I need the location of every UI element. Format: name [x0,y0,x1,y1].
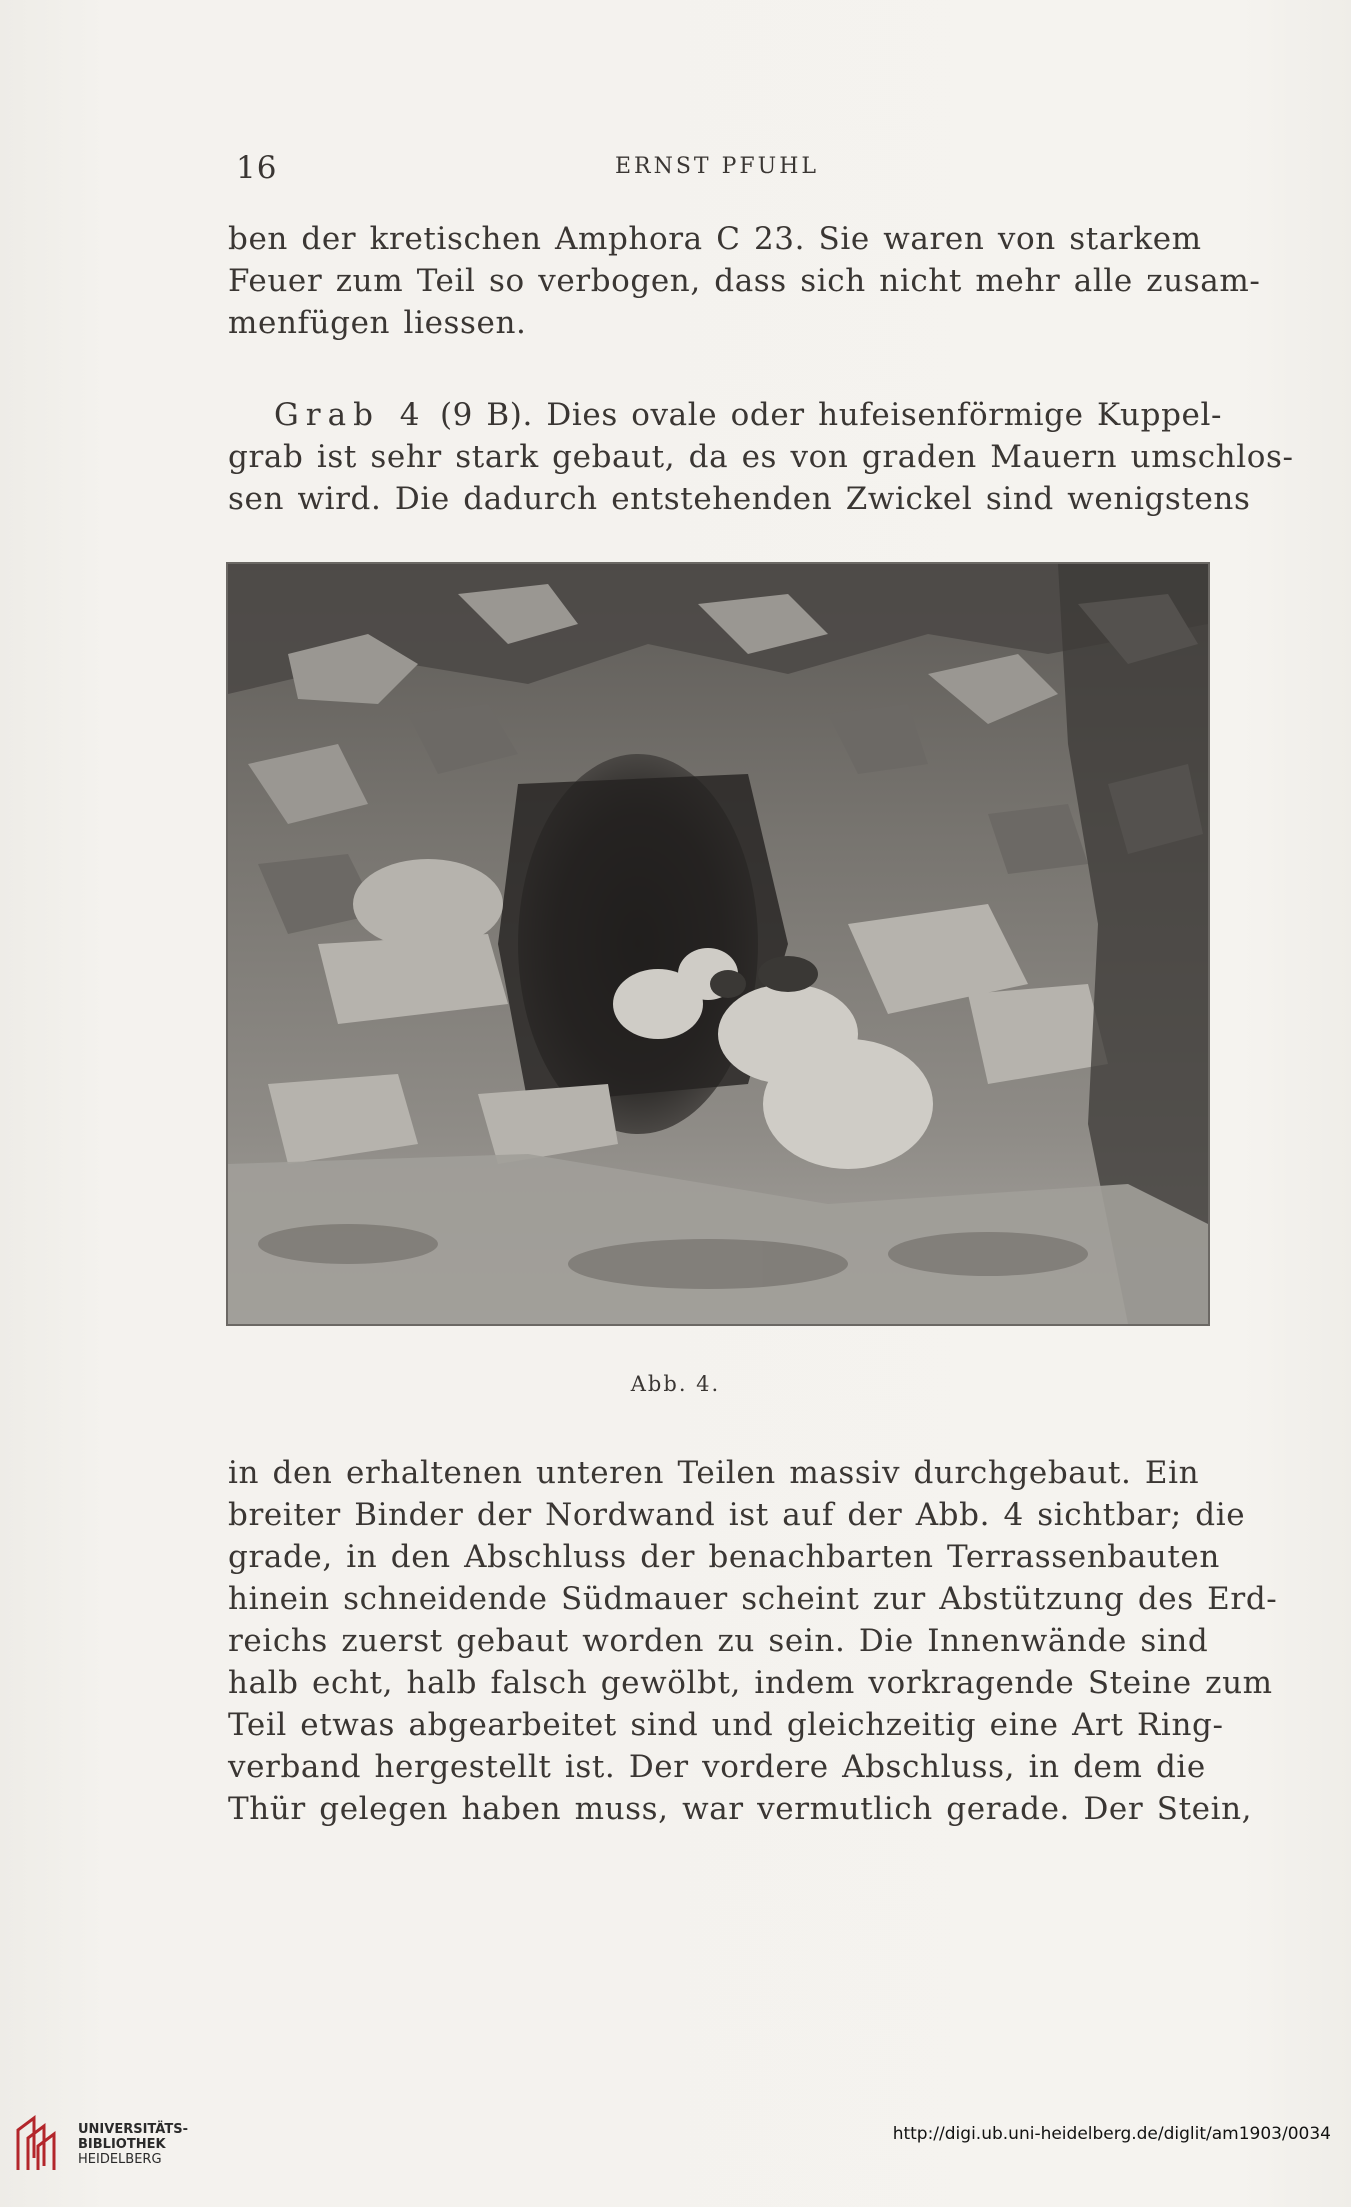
figure-caption: Abb. 4. [630,1372,721,1396]
text-line: Teil etwas abgearbeitet sind und gleichzeitig eine Art Ring- [228,1707,1224,1743]
text-line: grade, in den Abschluss der benachbarten Terrassenbauten [228,1539,1220,1575]
text-fragment: (9 B). Dies ovale oder hufeisenförmige Kuppel- [426,397,1223,433]
library-logo-icon [14,2114,68,2174]
library-name-line: BIBLIOTHEK [78,2137,166,2152]
text-line: breiter Binder der Nordwand ist auf der Abb. 4 sichtbar; die [228,1497,1246,1533]
text-line [228,394,1223,436]
text-line: menfügen liessen. [228,305,527,341]
paragraph-2 [228,394,1294,520]
text-line: sen wird. Die dadurch entstehenden Zwickel sind wenigstens [228,481,1251,517]
text-line: grab ist sehr stark gebaut, da es von graden Mauern umschlos- [228,439,1294,475]
source-url-link[interactable]: http://digi.ub.uni-heidelberg.de/diglit/am1903/0034 [892,2124,1331,2144]
photograph-image [228,564,1208,1324]
section-heading: Grab 4 [274,397,427,433]
text-line: halb echt, halb falsch gewölbt, indem vorkragende Steine zum [228,1665,1273,1701]
page-header [236,150,1198,190]
running-head: ERNST PFUHL [614,154,819,179]
library-name [78,2122,188,2167]
paragraph-3 [228,1452,1278,1830]
text-line: reichs zuerst gebaut worden zu sein. Die Innenwände sind [228,1623,1209,1659]
text-line: Feuer zum Teil so verbogen, dass sich nicht mehr alle zusam- [228,263,1261,299]
excavation-photograph [226,562,1210,1326]
text-line: in den erhaltenen unteren Teilen massiv durchgebaut. Ein [228,1455,1200,1491]
text-line: Thür gelegen haben muss, war vermutlich gerade. Der Stein, [228,1791,1253,1827]
library-name-line: UNIVERSITÄTS- [78,2122,188,2137]
page-number: 16 [236,150,278,186]
digitization-footer [0,2112,1351,2207]
library-name-line: HEIDELBERG [78,2152,162,2167]
text-line: verband hergestellt ist. Der vordere Abschluss, in dem die [228,1749,1206,1785]
text-line: hinein schneidende Südmauer scheint zur Abstützung des Erd- [228,1581,1278,1617]
paragraph-1 [228,218,1261,344]
text-line: ben der kretischen Amphora C 23. Sie waren von starkem [228,221,1202,257]
